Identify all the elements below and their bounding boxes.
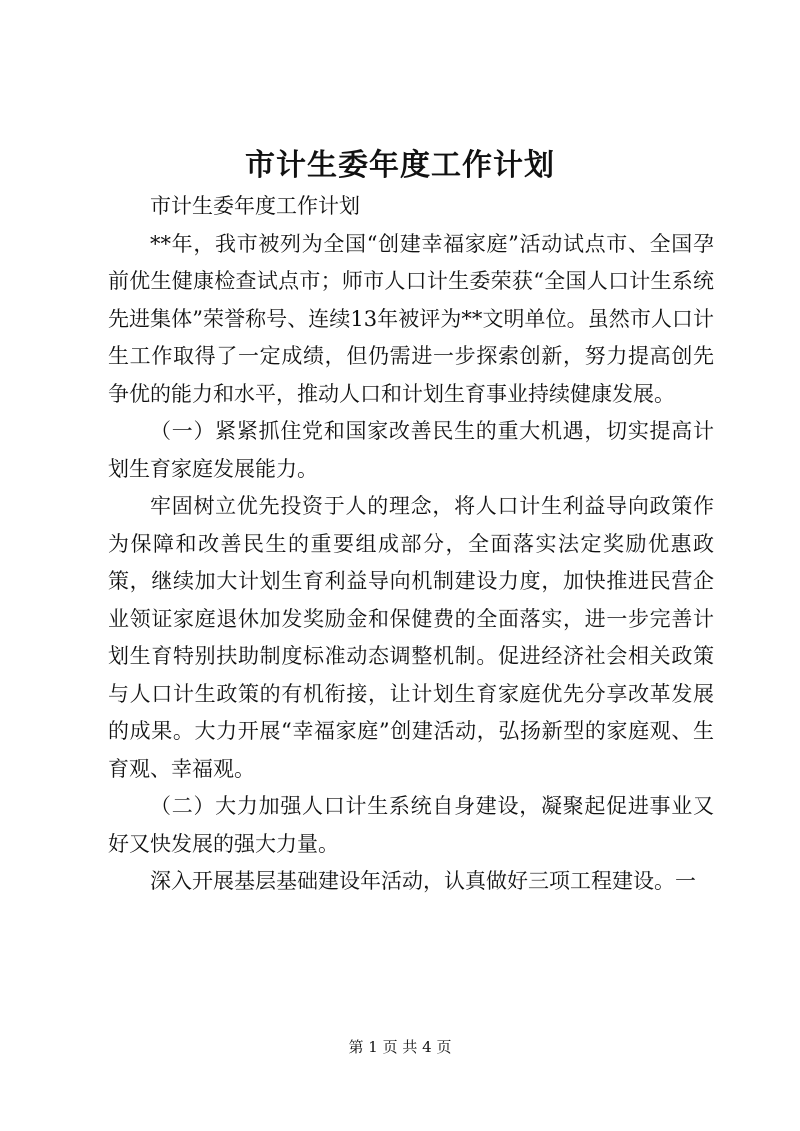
section-two-paragraph: 深入开展基层基础建设年活动，认真做好三项工程建设。一 <box>150 869 696 893</box>
page-number-footer: 第 1 页 共 4 页 <box>348 1038 452 1056</box>
subtitle-paragraph: 市计生委年度工作计划 <box>150 194 360 218</box>
page-title: 市计生委年度工作计划 <box>245 148 555 183</box>
intro-paragraph: **年，我市被列为全国“创建幸福家庭”活动试点市、全国孕前优生健康检查试点市；师市人口计生委荣获“全国人口计生系统先进集体”荣誉称号、连续13年被评为**文明单位。虽然市人口计生工作取得了一定成绩，但仍需进一步探索创新，努力提高创先争优的能力和水平，推动人口和计划生育事业持续健康发展。 <box>108 231 714 406</box>
section-one-heading: （一）紧紧抓住党和国家改善民生的重大机遇，切实提高计划生育家庭发展能力。 <box>108 419 714 481</box>
section-two-heading: （二）大力加强人口计生系统自身建设，凝聚起促进事业又好又快发展的强大力量。 <box>108 794 714 856</box>
section-one-paragraph: 牢固树立优先投资于人的理念，将人口计生利益导向政策作为保障和改善民生的重要组成部分，全面落实法定奖励优惠政策，继续加大计划生育利益导向机制建设力度，加快推进民营企业领证家庭退休加发奖励金和保健费的全面落实，进一步完善计划生育特别扶助制度标准动态调整机制。促进经济社会相关政策与人口计生政策的有机衔接，让计划生育家庭优先分享改革发展的成果。大力开展“幸福家庭”创建活动，弘扬新型的家庭观、生育观、幸福观。 <box>108 494 714 781</box>
document-body <box>108 188 714 901</box>
